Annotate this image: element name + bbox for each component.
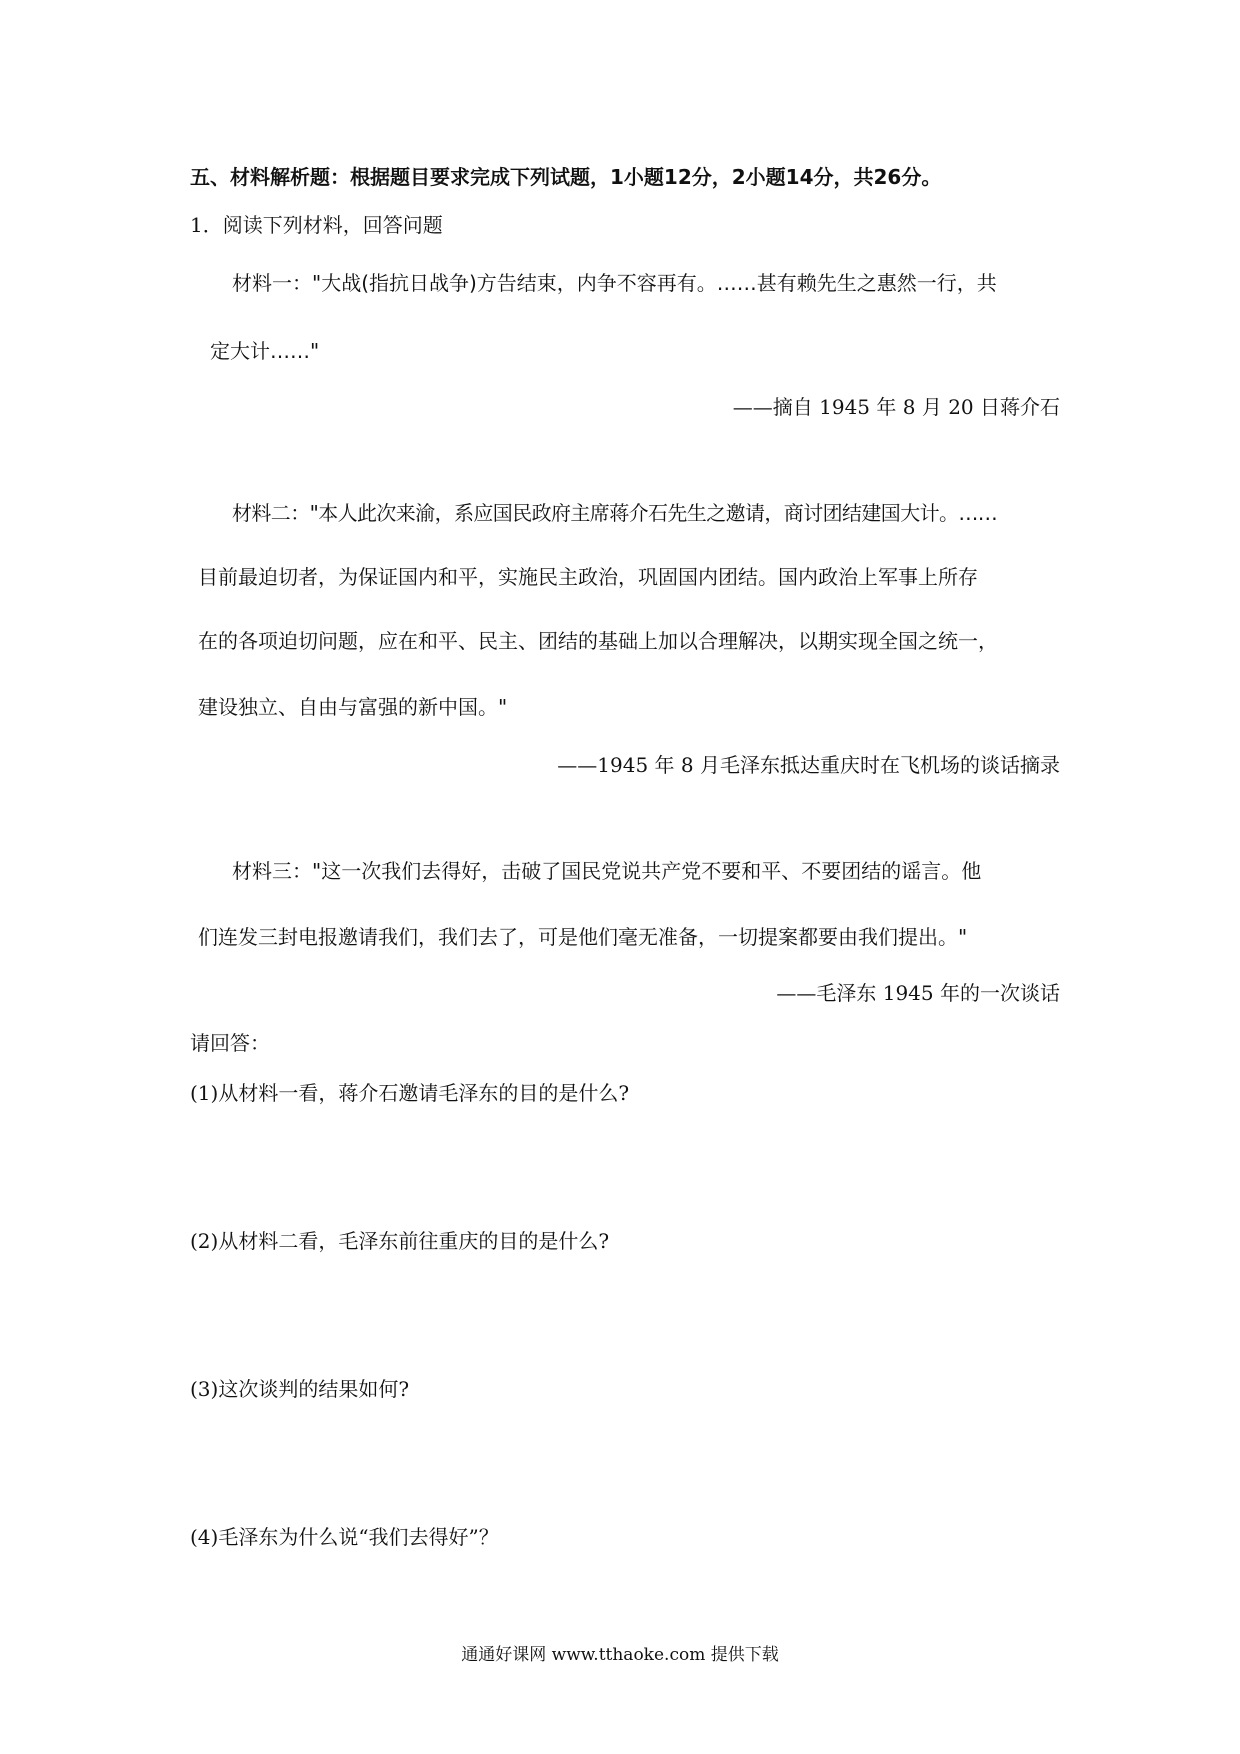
question-3: (3)这次谈判的结果如何?	[190, 1377, 410, 1401]
material-3-line-2: 们连发三封电报邀请我们，我们去了，可是他们毫无准备，一切提案都要由我们提出。"	[198, 925, 968, 949]
question-1: (1)从材料一看，蒋介石邀请毛泽东的目的是什么?	[190, 1081, 630, 1105]
material-1-line-2: 定大计……"	[210, 339, 320, 363]
material-2-source: ——1945 年 8 月毛泽东抵达重庆时在飞机场的谈话摘录	[557, 753, 1060, 777]
material-1-line-1: 材料一："大战(指抗日战争)方告结束，内争不容再有。……甚有赖先生之惠然一行，共	[232, 271, 997, 295]
question-2: (2)从材料二看，毛泽东前往重庆的目的是什么?	[190, 1229, 610, 1253]
material-2-line-2: 目前最迫切者，为保证国内和平，实施民主政治，巩固国内团结。国内政治上军事上所存	[198, 565, 978, 589]
material-3-source: ——毛泽东 1945 年的一次谈话	[776, 981, 1060, 1005]
material-2-line-3: 在的各项迫切问题，应在和平、民主、团结的基础上加以合理解决，以期实现全国之统一，	[198, 629, 998, 653]
material-2-line-4: 建设独立、自由与富强的新中国。"	[198, 695, 508, 719]
material-2-line-1: 材料二："本人此次来渝，系应国民政府主席蒋介石先生之邀请，商讨团结建国大计。……	[232, 501, 998, 525]
material-3-line-1: 材料三："这一次我们去得好，击破了国民党说共产党不要和平、不要团结的谣言。他	[232, 859, 982, 883]
question-4: (4)毛泽东为什么说“我们去得好”？	[190, 1525, 499, 1549]
material-1-source: ——摘自 1945 年 8 月 20 日蒋介石	[732, 395, 1060, 419]
section-heading: 五、材料解析题：根据题目要求完成下列试题，1小题12分，2小题14分，共26分。	[190, 165, 942, 189]
question-intro: 1．阅读下列材料，回答问题	[190, 213, 443, 237]
answer-prompt: 请回答：	[190, 1031, 270, 1055]
page-footer: 通通好课网 www.tthaoke.com 提供下载	[461, 1645, 779, 1665]
